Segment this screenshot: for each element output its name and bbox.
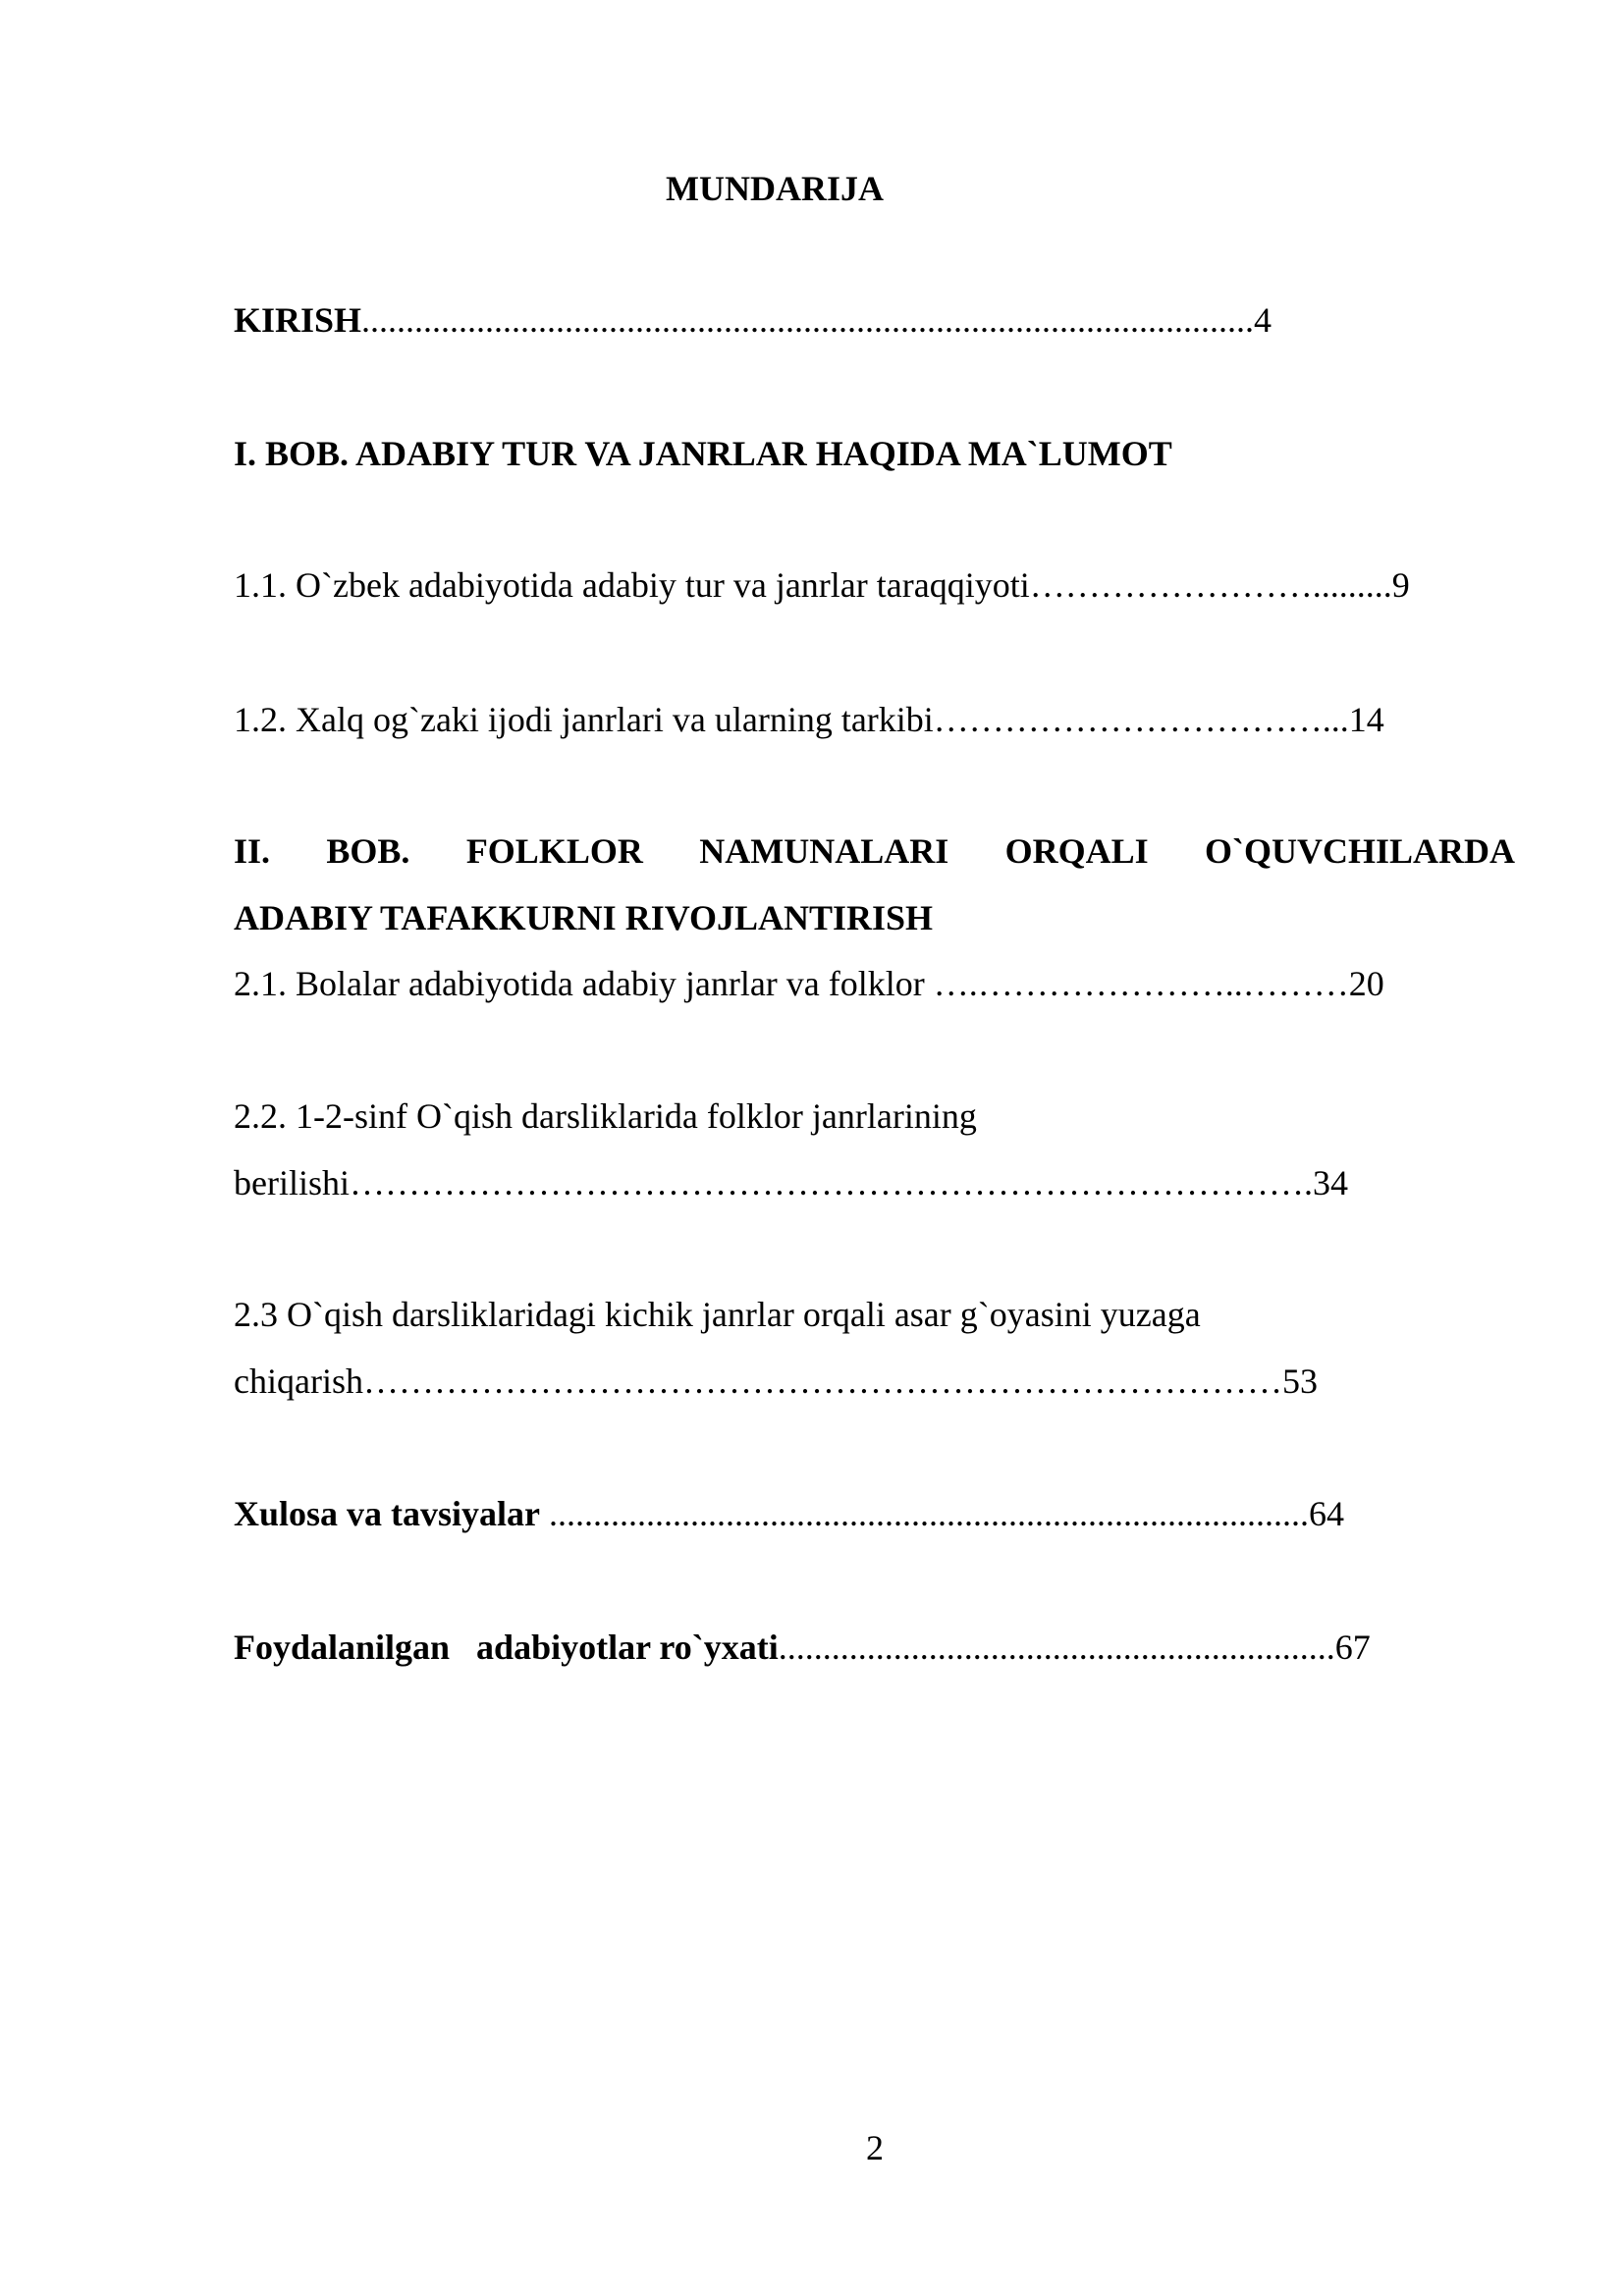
toc-page-number: 64 xyxy=(1309,1494,1345,1533)
toc-chapter-2-heading-line-1 xyxy=(234,828,1515,875)
toc-entry-1-2: 1.2. Xalq og`zaki ijodi janrlari va ularning tarkibi……………………………...14 xyxy=(234,700,1384,739)
heading-word: NAMUNALARI xyxy=(699,831,949,871)
toc-entry-2-3-line-2: chiqarish……………………………………………………………………53 xyxy=(234,1362,1318,1401)
toc-entry-foydalanilgan xyxy=(234,1624,1371,1671)
heading-word: BOB. xyxy=(326,831,410,871)
toc-page-number: 67 xyxy=(1334,1628,1371,1667)
heading-word: FOLKLOR xyxy=(465,831,643,871)
toc-chapter-2-heading-line-2: ADABIY TAFAKKURNI RIVOJLANTIRISH xyxy=(234,898,934,937)
heading-word: ORQALI xyxy=(1004,831,1149,871)
page-title: MUNDARIJA xyxy=(666,169,884,208)
toc-entry-2-2-line-2: berilishi……………………………………………………………………….34 xyxy=(234,1163,1348,1202)
toc-entry-label: Foydalanilgan adabiyotlar ro`yxati xyxy=(234,1628,779,1667)
heading-word: II. xyxy=(234,831,271,871)
toc-leader-dots: ...................................................................................... xyxy=(540,1494,1310,1533)
toc-entry-label: KIRISH xyxy=(234,300,362,340)
toc-entry-2-1: 2.1. Bolalar adabiyotida adabiy janrlar va folklor ….…………………..………20 xyxy=(234,964,1384,1003)
toc-chapter-1-heading: I. BOB. ADABIY TUR VA JANRLAR HAQIDA MA`LUMOT xyxy=(234,434,1172,473)
heading-word: O`QUVCHILARDA xyxy=(1205,831,1516,871)
toc-entry-kirish xyxy=(234,296,1272,344)
toc-entry-label: Xulosa va tavsiyalar xyxy=(234,1494,541,1533)
toc-leader-dots: ..................................................................................................... xyxy=(361,300,1255,340)
toc-leader-dots: ............................................................... xyxy=(778,1628,1335,1667)
toc-entry-xulosa xyxy=(234,1490,1344,1537)
toc-entry-2-3-line-1: 2.3 O`qish darsliklaridagi kichik janrlar orqali asar g`oyasini yuzaga xyxy=(234,1295,1201,1334)
toc-page-number: 4 xyxy=(1254,300,1272,340)
page-number: 2 xyxy=(866,2128,884,2167)
toc-entry-2-2-line-1: 2.2. 1-2-sinf O`qish darsliklarida folklor janrlarining xyxy=(234,1096,977,1136)
toc-entry-1-1: 1.1. O`zbek adabiyotida adabiy tur va janrlar taraqqiyoti…………………….........9 xyxy=(234,565,1410,605)
